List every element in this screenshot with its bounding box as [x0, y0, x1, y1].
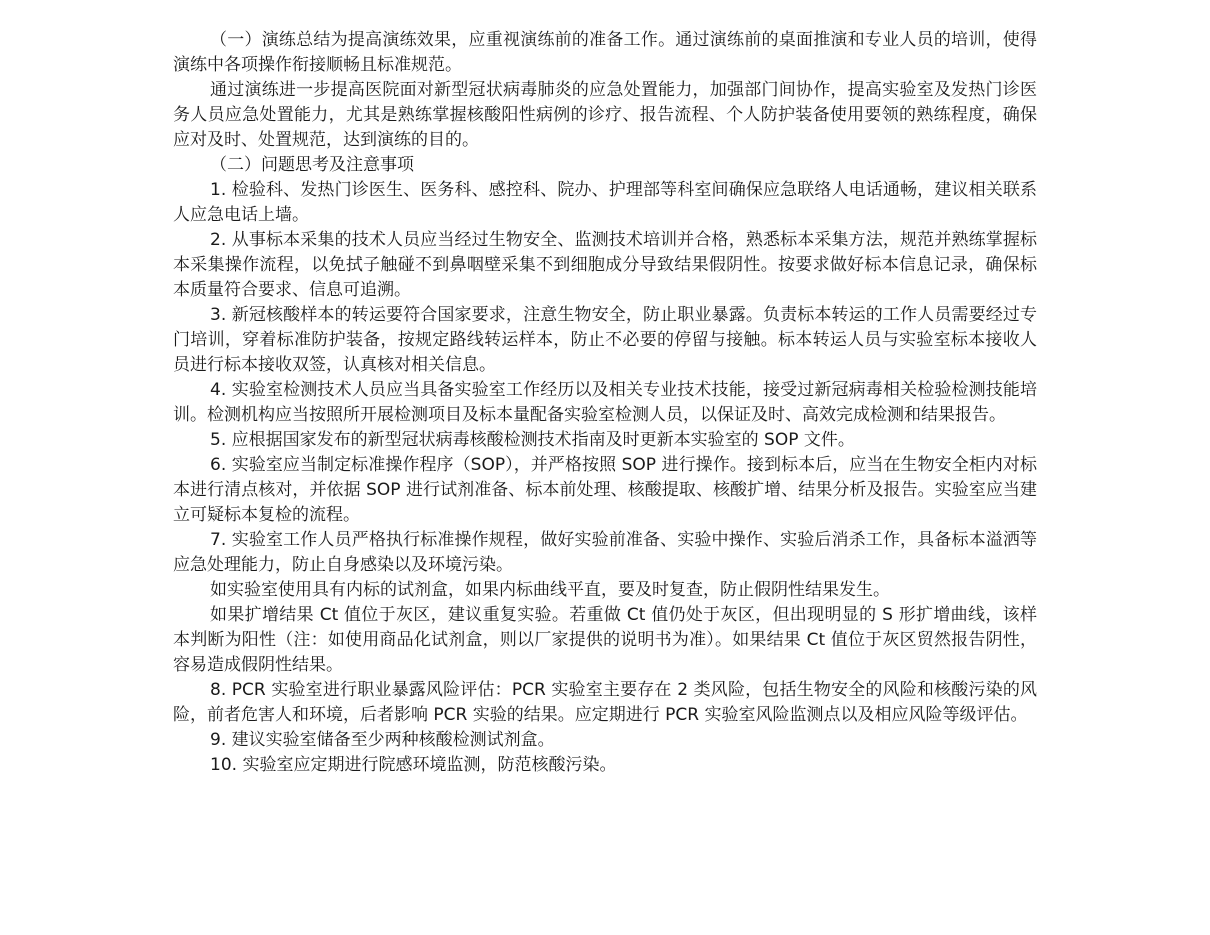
list-item-8: 8. PCR 实验室进行职业暴露风险评估：PCR 实验室主要存在 2 类风险，包括生物安全的风险和核酸污染的风险，前者危害人和环境，后者影响 PCR 实验的结果。应定期进行 PCR 实验室风险监测点以及相应风险等级评估。	[173, 680, 1037, 725]
list-item-7: 7. 实验室工作人员严格执行标准操作规程，做好实验前准备、实验中操作、实验后消杀工作，具备标本溢洒等应急处理能力，防止自身感染以及环境污染。	[173, 530, 1037, 575]
paragraph-gray-zone: 如果扩增结果 Ct 值位于灰区，建议重复实验。若重做 Ct 值仍处于灰区，但出现明显的 S 形扩增曲线，该样本判断为阳性（注：如使用商品化试剂盒，则以厂家提供的说明书为准）。如果结果 Ct 值位于灰区贸然报告阴性，容易造成假阴性结果。	[173, 605, 1037, 675]
list-item-6: 6. 实验室应当制定标准操作程序（SOP），并严格按照 SOP 进行操作。接到标本后，应当在生物安全柜内对标本进行清点核对，并依据 SOP 进行试剂准备、标本前处理、核酸提取、核酸扩增、结果分析及报告。实验室应当建立可疑标本复检的流程。	[173, 455, 1037, 525]
list-item-3: 3. 新冠核酸样本的转运要符合国家要求，注意生物安全，防止职业暴露。负责标本转运的工作人员需要经过专门培训，穿着标准防护装备，按规定路线转运样本，防止不必要的停留与接触。标本转运人员与实验室标本接收人员进行标本接收双签，认真核对相关信息。	[173, 305, 1037, 375]
list-item-5: 5. 应根据国家发布的新型冠状病毒核酸检测技术指南及时更新本实验室的 SOP 文件。	[210, 430, 855, 450]
list-item-9: 9. 建议实验室储备至少两种核酸检测试剂盒。	[210, 730, 555, 750]
list-item-1: 1. 检验科、发热门诊医生、医务科、感控科、院办、护理部等科室间确保应急联络人电话通畅，建议相关联系人应急电话上墙。	[173, 180, 1037, 225]
paragraph-drill-purpose: 通过演练进一步提高医院面对新型冠状病毒肺炎的应急处置能力，加强部门间协作，提高实验室及发热门诊医务人员应急处置能力，尤其是熟练掌握核酸阳性病例的诊疗、报告流程、个人防护装备使用要领的熟练程度，确保应对及时、处置规范，达到演练的目的。	[173, 80, 1037, 150]
list-item-10: 10. 实验室应定期进行院感环境监测，防范核酸污染。	[210, 755, 617, 775]
document-body	[173, 28, 1037, 778]
section-heading-issues: （二）问题思考及注意事项	[210, 155, 414, 175]
paragraph-internal-control: 如实验室使用具有内标的试剂盒，如果内标曲线平直，要及时复查，防止假阴性结果发生。	[210, 580, 890, 600]
list-item-4: 4. 实验室检测技术人员应当具备实验室工作经历以及相关专业技术技能，接受过新冠病毒相关检验检测技能培训。检测机构应当按照所开展检测项目及标本量配备实验室检测人员，以保证及时、高效完成检测和结果报告。	[173, 380, 1037, 425]
section-heading-drill-summary: （一）演练总结为提高演练效果，应重视演练前的准备工作。通过演练前的桌面推演和专业人员的培训，使得演练中各项操作衔接顺畅且标准规范。	[173, 30, 1037, 75]
list-item-2: 2. 从事标本采集的技术人员应当经过生物安全、监测技术培训并合格，熟悉标本采集方法，规范并熟练掌握标本采集操作流程，以免拭子触碰不到鼻咽壁采集不到细胞成分导致结果假阴性。按要求做好标本信息记录，确保标本质量符合要求、信息可追溯。	[173, 230, 1037, 300]
